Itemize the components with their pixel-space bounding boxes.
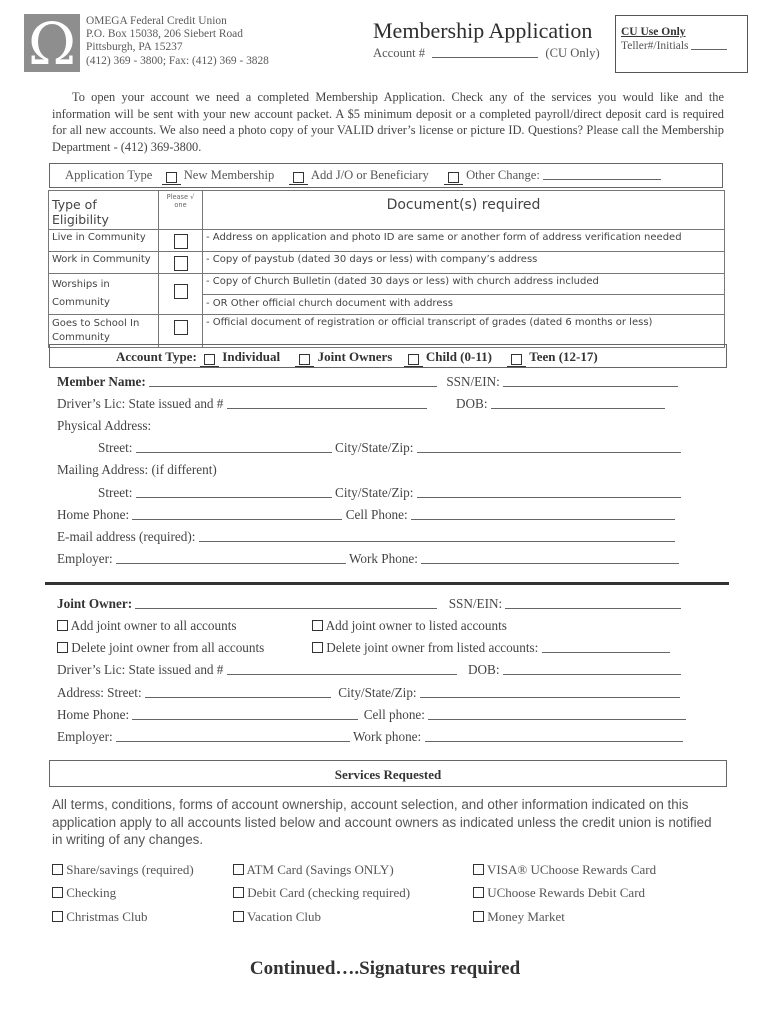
new-membership-label: New Membership (183, 168, 275, 182)
service-label: Checking (66, 885, 117, 900)
member-work-phone-label: Work Phone: (349, 551, 418, 566)
service-label: VISA® UChoose Rewards Card (487, 862, 657, 877)
member-dob-label: DOB: (456, 396, 488, 411)
joint-ssn-label: SSN/EIN: (448, 596, 503, 611)
individual-label: Individual (222, 349, 281, 364)
physical-address-label: Physical Address: (57, 418, 152, 433)
table-row (49, 252, 725, 274)
teen-checkbox[interactable] (507, 354, 526, 367)
service-label: Debit Card (checking required) (247, 885, 411, 900)
eligibility-type: Work in Community (49, 252, 159, 274)
service-option[interactable] (52, 885, 116, 901)
eligibility-document: - Official document of registration or official transcript of grades (dated 6 months or less) (203, 315, 725, 348)
member-cell-phone-field[interactable] (411, 508, 675, 520)
service-label: Christmas Club (66, 909, 148, 924)
account-type-row (49, 344, 727, 368)
other-change-field[interactable] (543, 168, 661, 180)
account-number-field[interactable] (432, 46, 538, 58)
member-employer-field[interactable] (116, 552, 346, 564)
rewards-debit-checkbox[interactable] (473, 887, 484, 898)
mailing-csz-label: City/State/Zip: (335, 485, 414, 500)
eligibility-table (48, 190, 725, 348)
joint-owners-checkbox[interactable] (295, 354, 314, 367)
delete-joint-all-label: Delete joint owner from all accounts (71, 640, 265, 655)
add-joint-listed-option[interactable] (312, 618, 507, 634)
service-label: ATM Card (Savings ONLY) (246, 862, 394, 877)
new-membership-checkbox[interactable] (162, 172, 181, 185)
mailing-csz-field[interactable] (417, 486, 681, 498)
service-option[interactable] (52, 909, 148, 925)
member-home-phone-label: Home Phone: (57, 507, 130, 522)
teller-initials-label: Teller#/Initials (621, 40, 689, 52)
mailing-street-row (98, 485, 681, 501)
service-option[interactable] (233, 862, 394, 878)
service-option[interactable] (52, 862, 194, 878)
service-option[interactable] (473, 909, 565, 925)
joint-license-field[interactable] (227, 663, 457, 675)
eligibility-type: Goes to School In Community (49, 315, 159, 348)
eligibility-header-row (49, 191, 725, 230)
org-po-box: P.O. Box 15038, 206 Siebert Road (86, 28, 243, 41)
add-joint-listed-checkbox[interactable] (312, 620, 323, 631)
eligibility-checkbox-worship[interactable] (159, 274, 203, 315)
teller-initials-field[interactable] (691, 40, 727, 50)
table-row (49, 274, 725, 315)
service-label: UChoose Rewards Debit Card (487, 885, 646, 900)
physical-csz-label: City/State/Zip: (335, 440, 414, 455)
joint-employer-field[interactable] (116, 730, 350, 742)
service-option[interactable] (233, 885, 410, 901)
org-city: Pittsburgh, PA 15237 (86, 41, 183, 54)
eligibility-checkbox-school[interactable] (159, 315, 203, 348)
omega-logo (24, 14, 80, 72)
delete-joint-listed-label: Delete joint owner from listed accounts: (326, 640, 539, 655)
visa-rewards-checkbox[interactable] (473, 864, 484, 875)
org-phone: (412) 369 - 3800; Fax: (412) 369 - 3828 (86, 54, 269, 67)
joint-ssn-field[interactable] (505, 597, 681, 609)
joint-cell-phone-label: Cell phone: (363, 707, 425, 722)
documents-required-header: Document(s) required (203, 191, 725, 230)
joint-license-label: Driver’s Lic: State issued and # (57, 662, 224, 677)
physical-street-label: Street: (98, 440, 133, 455)
delete-joint-listed-field[interactable] (542, 641, 670, 653)
member-license-label: Driver’s Lic: State issued and # (57, 396, 224, 411)
services-requested-header: Services Requested (49, 760, 727, 787)
cu-use-only-box (615, 15, 748, 73)
joint-dob-label: DOB: (468, 662, 500, 677)
member-name-field[interactable] (149, 375, 437, 387)
eligibility-checkbox-live[interactable] (159, 230, 203, 252)
table-row (49, 315, 725, 348)
member-work-phone-field[interactable] (421, 552, 679, 564)
joint-csz-label: City/State/Zip: (338, 685, 417, 700)
service-option[interactable] (233, 909, 321, 925)
member-ssn-field[interactable] (503, 375, 678, 387)
delete-joint-listed-checkbox[interactable] (312, 642, 323, 653)
service-option[interactable] (473, 885, 645, 901)
child-label: Child (0-11) (425, 349, 492, 364)
org-name: OMEGA Federal Credit Union (86, 15, 227, 27)
atm-card-checkbox[interactable] (233, 864, 244, 875)
table-row (49, 230, 725, 252)
individual-checkbox[interactable] (200, 354, 219, 367)
joint-cell-phone-field[interactable] (428, 708, 686, 720)
joint-address-label: Address: Street: (57, 685, 142, 700)
joint-employer-label: Employer: (57, 729, 113, 744)
eligibility-document: - Copy of paystub (dated 30 days or less) with company’s address (203, 252, 725, 274)
account-type-label: Account Type: (116, 349, 197, 364)
joint-employer-row (57, 729, 683, 745)
teen-label: Teen (12-17) (529, 349, 598, 364)
eligibility-type: Live in Community (49, 230, 159, 252)
section-divider (45, 582, 729, 585)
add-jo-beneficiary-label: Add J/O or Beneficiary (310, 168, 429, 182)
service-label: Vacation Club (247, 909, 322, 924)
account-number-suffix: (CU Only) (545, 46, 600, 60)
checking-checkbox[interactable] (52, 887, 63, 898)
add-joint-all-label: Add joint owner to all accounts (70, 618, 237, 633)
eligibility-document: - Address on application and photo ID are same or another form of address verification needed (203, 230, 725, 252)
member-name-label: Member Name: (57, 374, 146, 389)
cu-use-only-label: CU Use Only (621, 26, 686, 38)
member-license-row (57, 396, 665, 412)
application-type-label: Application Type (65, 168, 153, 182)
christmas-club-checkbox[interactable] (52, 911, 63, 922)
vacation-club-checkbox[interactable] (233, 911, 244, 922)
joint-home-phone-field[interactable] (132, 708, 358, 720)
debit-card-checkbox[interactable] (233, 887, 244, 898)
member-cell-phone-label: Cell Phone: (345, 507, 408, 522)
member-dob-field[interactable] (491, 397, 665, 409)
child-checkbox[interactable] (404, 354, 423, 367)
add-jo-beneficiary-checkbox[interactable] (289, 172, 308, 185)
joint-owners-label: Joint Owners (317, 349, 393, 364)
physical-street-row (98, 440, 681, 456)
physical-csz-field[interactable] (417, 441, 681, 453)
joint-license-row (57, 662, 681, 678)
eligibility-document-alt: - OR Other official church document with address (206, 298, 453, 309)
application-type-row (49, 163, 723, 188)
delete-joint-all-option[interactable] (57, 640, 264, 656)
service-label: Share/savings (required) (66, 862, 194, 877)
member-employer-label: Employer: (57, 551, 113, 566)
joint-phone-row (57, 707, 686, 723)
svg-text:Ω: Ω (27, 14, 77, 72)
share-savings-checkbox[interactable] (52, 864, 63, 875)
joint-home-phone-label: Home Phone: (57, 707, 130, 722)
member-email-field[interactable] (199, 530, 675, 542)
org-address-block (86, 15, 269, 68)
member-name-row (57, 374, 678, 390)
add-joint-all-checkbox[interactable] (57, 620, 68, 631)
member-home-phone-field[interactable] (132, 508, 342, 520)
continued-footer: Continued….Signatures required (249, 958, 521, 979)
member-email-label: E-mail address (required): (57, 529, 196, 544)
joint-address-field[interactable] (145, 686, 331, 698)
joint-address-row (57, 685, 680, 701)
service-option[interactable] (473, 862, 656, 878)
terms-paragraph: All terms, conditions, forms of account ownership, account selection, and other information indicated on this application apply to all accounts listed below and account owners as indicated unless the credit union is notified in writing of any changes. (52, 797, 712, 847)
mailing-address-label: Mailing Address: (if different) (57, 462, 217, 477)
service-label: Money Market (487, 909, 565, 924)
member-phone-row (57, 507, 675, 523)
account-number-row (373, 46, 600, 61)
please-check-header: Please √ one (159, 191, 203, 230)
joint-owner-field[interactable] (135, 597, 437, 609)
mailing-street-label: Street: (98, 485, 133, 500)
joint-dob-field[interactable] (503, 663, 681, 675)
delete-joint-all-checkbox[interactable] (57, 642, 68, 653)
intro-paragraph: To open your account we need a completed Membership Application. Check any of the services you would like and the information will be sent with your new account packet. A $5 minimum deposit or a completed payroll/direct deposit card is required for all new accounts. We also need a photo copy of your VALID driver’s license or picture ID. Questions? Please call the Membership Department - (412) 369-3800. (52, 90, 724, 154)
mailing-street-field[interactable] (136, 486, 332, 498)
joint-work-phone-field[interactable] (425, 730, 683, 742)
member-ssn-label: SSN/EIN: (446, 374, 500, 389)
account-number-label: Account # (373, 46, 426, 60)
joint-csz-field[interactable] (420, 686, 680, 698)
other-change-label: Other Change: (466, 168, 540, 182)
eligibility-document: - Copy of Church Bulletin (dated 30 days or less) with church address included (203, 274, 724, 295)
delete-joint-listed-option[interactable] (312, 640, 670, 656)
money-market-checkbox[interactable] (473, 911, 484, 922)
add-joint-all-option[interactable] (57, 618, 236, 634)
add-joint-listed-label: Add joint owner to listed accounts (325, 618, 507, 633)
eligibility-type: Worships in Community (49, 274, 159, 315)
physical-street-field[interactable] (136, 441, 332, 453)
member-employer-row (57, 551, 679, 567)
member-email-row (57, 529, 675, 545)
omega-icon (24, 14, 80, 72)
joint-owner-row (57, 596, 681, 612)
eligibility-type-header: Type of Eligibility (49, 191, 159, 230)
joint-work-phone-label: Work phone: (353, 729, 422, 744)
eligibility-checkbox-work[interactable] (159, 252, 203, 274)
page-title: Membership Application (373, 18, 593, 43)
member-license-field[interactable] (227, 397, 427, 409)
other-change-checkbox[interactable] (444, 172, 463, 185)
joint-owner-label: Joint Owner: (57, 596, 133, 611)
